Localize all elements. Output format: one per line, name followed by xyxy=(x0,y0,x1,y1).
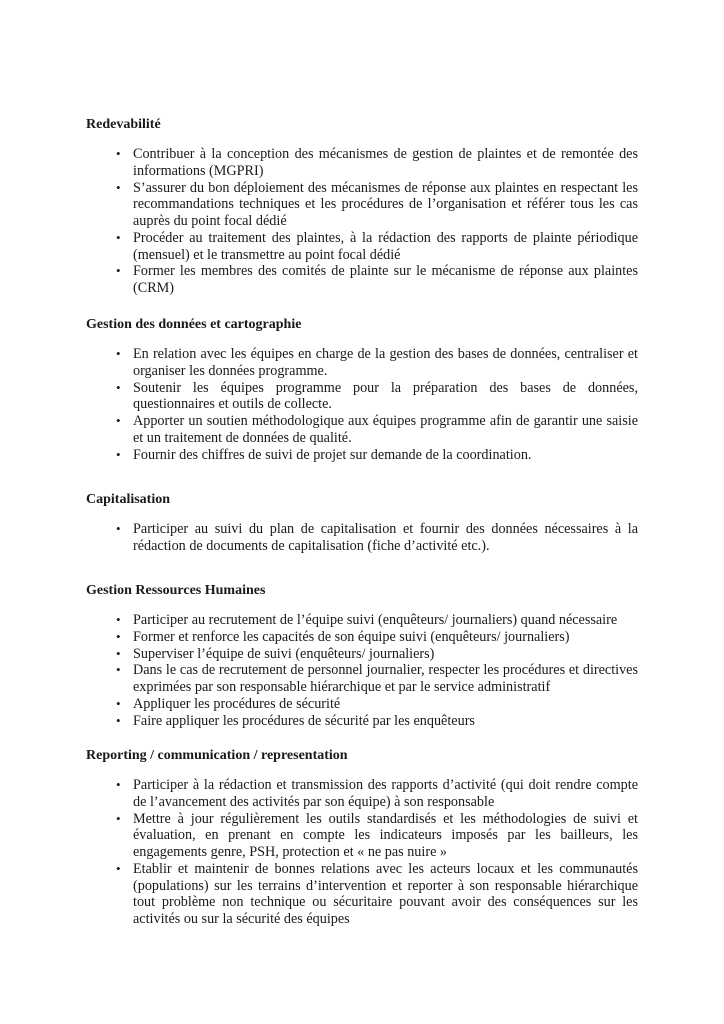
list-item: • En relation avec les équipes en charge de la gestion des bases de données, centraliser et organiser les données programme. xyxy=(116,346,638,379)
list-item: • Participer au recrutement de l’équipe suivi (enquêteurs/ journaliers) quand nécessaire xyxy=(116,612,618,628)
section-reporting xyxy=(86,747,638,928)
bullet-icon: • xyxy=(116,777,121,792)
bullet-icon: • xyxy=(116,263,121,279)
list-item: • Appliquer les procédures de sécurité xyxy=(116,695,341,712)
bullet-icon: • xyxy=(116,645,121,661)
bullet-icon: • xyxy=(116,521,121,536)
bullet-icon: • xyxy=(116,379,121,395)
bullet-icon: • xyxy=(116,712,121,728)
bullet-icon: • xyxy=(116,146,121,161)
list-item: • Etablir et maintenir de bonnes relations avec les acteurs locaux et les communautés (populations) sur les terrains d’intervention et reporter à son responsable hiérarchique tout problème non technique ou sécuritaire pouvant avoir des conséquences sur les activités ou sur la sécurité des équipes xyxy=(116,860,638,927)
bullet-icon: • xyxy=(116,612,121,627)
bullet-list xyxy=(86,612,638,729)
bullet-icon: • xyxy=(116,662,121,678)
list-item: • Superviser l’équipe de suivi (enquêteurs/ journaliers) xyxy=(116,645,435,662)
list-item: • Soutenir les équipes programme pour la préparation des bases de données, questionnaires et outils de collecte. xyxy=(116,379,638,413)
bullet-icon: • xyxy=(116,628,121,644)
section-heading: Capitalisation xyxy=(86,492,171,507)
section-redevabilite xyxy=(86,116,638,297)
bullet-list xyxy=(86,346,638,463)
list-item: • Faire appliquer les procédures de sécurité par les enquêteurs xyxy=(116,712,475,729)
list-item: • Apporter un soutien méthodologique aux équipes programme afin de garantir une saisie et un traitement de données de qualité. xyxy=(116,413,638,446)
list-item: • Fournir des chiffres de suivi de projet sur demande de la coordination. xyxy=(116,446,532,463)
section-heading: Redevabilité xyxy=(86,117,161,132)
section-capitalisation xyxy=(86,491,638,555)
bullet-icon: • xyxy=(116,860,121,876)
section-gestion-donnees xyxy=(86,316,638,463)
list-item: • Former les membres des comités de plainte sur le mécanisme de réponse aux plaintes (CRM) xyxy=(116,263,638,296)
bullet-list xyxy=(86,777,638,928)
bullet-icon: • xyxy=(116,229,121,245)
bullet-icon: • xyxy=(116,695,121,711)
bullet-icon: • xyxy=(116,179,121,195)
bullet-list xyxy=(86,146,638,297)
bullet-list xyxy=(86,521,638,555)
bullet-icon: • xyxy=(116,810,121,826)
section-heading: Reporting / communication / representation xyxy=(86,748,348,763)
list-item: • S’assurer du bon déploiement des mécanismes de réponse aux plaintes en respectant les recommandations techniques et les procédures de l’organisation et référer tous les cas auprès du point focal dédié xyxy=(116,179,638,229)
list-item: • Participer à la rédaction et transmission des rapports d’activité (qui doit rendre compte de l’avancement des activités par son équipe) à son responsable xyxy=(116,777,638,810)
list-item: • Dans le cas de recrutement de personnel journalier, respecter les procédures et directives exprimées par son responsable hiérarchique et par le service administratif xyxy=(116,662,638,695)
bullet-icon: • xyxy=(116,413,121,428)
section-heading: Gestion Ressources Humaines xyxy=(86,583,266,598)
list-item: • Former et renforce les capacités de son équipe suivi (enquêteurs/ journaliers) xyxy=(116,628,570,645)
bullet-icon: • xyxy=(116,346,121,361)
section-ressources-humaines xyxy=(86,582,638,729)
list-item: • Mettre à jour régulièrement les outils standardisés et les méthodologies de suivi et évaluation, en prenant en compte les indicateurs imposés par les bailleurs, les engagements genre, PSH, protection et « ne pas nuire » xyxy=(116,810,638,860)
section-heading: Gestion des données et cartographie xyxy=(86,317,302,332)
list-item: • Participer au suivi du plan de capitalisation et fournir des données nécessaires à la rédaction de documents de capitalisation (fiche d’activité etc.). xyxy=(116,521,638,554)
list-item: • Contribuer à la conception des mécanismes de gestion de plaintes et de remontée des informations (MGPRI) xyxy=(116,146,638,179)
list-item: • Procéder au traitement des plaintes, à la rédaction des rapports de plainte périodique (mensuel) et le transmettre au point focal dédié xyxy=(116,229,638,263)
bullet-icon: • xyxy=(116,446,121,462)
